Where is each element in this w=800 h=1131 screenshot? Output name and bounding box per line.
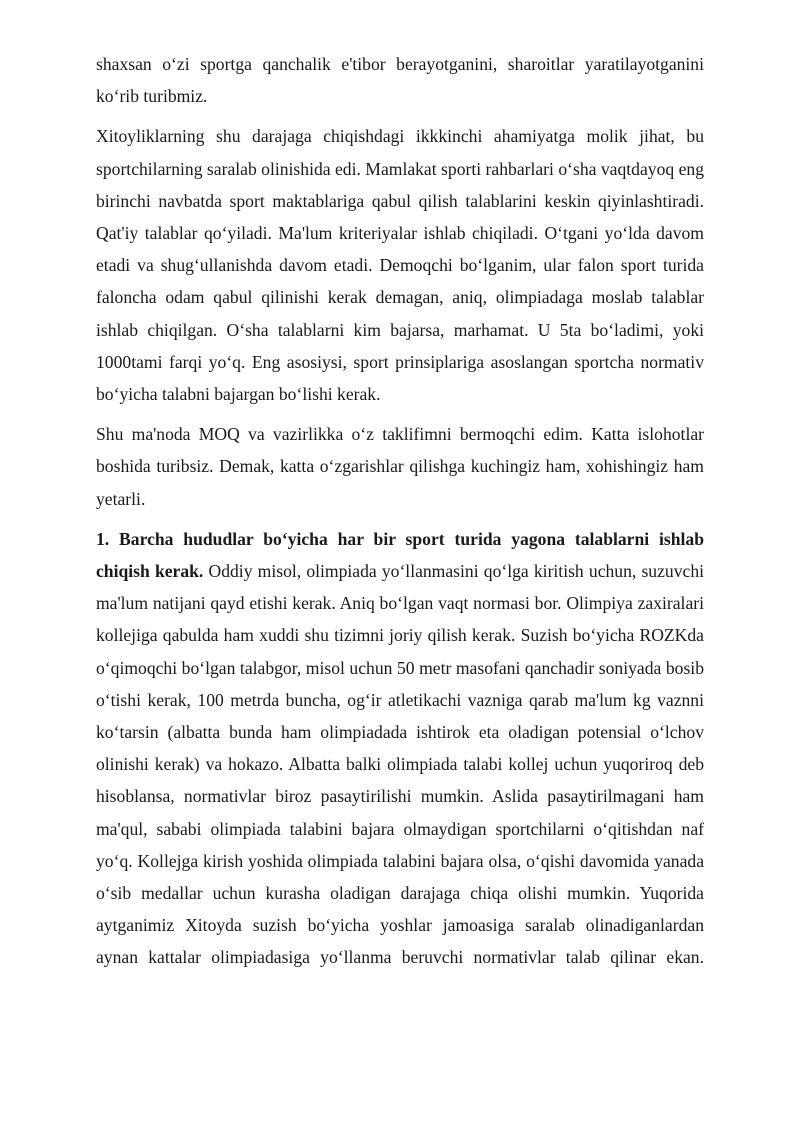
paragraph-4 (96, 523, 704, 974)
document-page (96, 48, 704, 982)
paragraph-3-text: Shu ma'noda MOQ va vazirlikka o‘z taklifimni bermoqchi edim. Katta islohotlar boshida turibsiz. Demak, katta o‘zgarishlar qilishga kuchingiz ham, xohishingiz ham yetarli. (96, 424, 704, 509)
paragraph-2 (96, 120, 704, 410)
paragraph-3 (96, 418, 704, 515)
paragraph-4-text: Oddiy misol, olimpiada yo‘llanmasini qo‘lga kiritish uchun, suzuvchi ma'lum natijani qayd etishi kerak. Aniq bo‘lgan vaqt normasi bor. Olimpiya zaxiralari kollejiga qabulda ham xuddi shu tizimni joriy qilish kerak. Suzish bo‘yicha ROZKda o‘qimoqchi bo‘lgan talabgor, misol uchun 50 metr masofani qanchadir soniyada bosib o‘tishi kerak, 100 metrda buncha, og‘ir atletikachi vazniga qarab ma'lum kg vaznni ko‘tarsin (albatta bunda ham olimpiadada ishtirok eta oladigan potensial o‘lchov olinishi kerak) va hokazo. Albatta balki olimpiada talabi kollej uchun yuqoriroq deb hisoblansa, normativlar biroz pasaytirilishi mumkin. Aslida pasaytirilmagani ham ma'qul, sababi olimpiada talabini bajara olmaydigan sportchilarni o‘qitishdan naf yo‘q. Kollejga kirish yoshida olimpiada talabini bajara olsa, o‘qishi davomida yanada o‘sib medallar uchun kurasha oladigan darajaga chiqa olishi mumkin. Yuqorida aytganimiz Xitoyda suzish bo‘yicha yoshlar jamoasiga saralab olinadiganlardan aynan kattalar olimpiadasiga yo‘llanma beruvchi normativlar talab qilinar ekan. (96, 561, 704, 968)
paragraph-1 (96, 48, 704, 112)
proposal-1-heading: 1. Barcha hududlar bo‘yicha har bir sport turida yagona talablarni ishlab chiqish kerak. (96, 528, 704, 582)
paragraph-2-text: Xitoyliklarning shu darajaga chiqishdagi ikkkinchi ahamiyatga molik jihat, bu sportchilarning saralab olinishida edi. Mamlakat sporti rahbarlari o‘sha vaqtdayoq eng birinchi navbatda sport maktablariga qabul qilish talablarini keskin qiyinlashtiradi. Qat'iy talablar qo‘yiladi. Ma'lum kriteriyalar ishlab chiqiladi. O‘tgani yo‘lda davom etadi va shug‘ullanishda davom etadi. Demoqchi bo‘lganim, ular falon sport turida faloncha odam qabul qilinishi kerak demagan, aniq, olimpiadaga moslab talablar ishlab chiqilgan. O‘sha talablarni kim bajarsa, marhamat. U 5ta bo‘ladimi, yoki 1000tami farqi yo‘q. Eng asosiysi, sport prinsiplariga asoslangan sportcha normativ bo‘yicha talabni bajargan bo‘lishi kerak. (96, 126, 704, 405)
paragraph-1-text: shaxsan o‘zi sportga qanchalik e'tibor berayotganini, sharoitlar yaratilayotganini ko‘rib turibmiz. (96, 54, 704, 107)
